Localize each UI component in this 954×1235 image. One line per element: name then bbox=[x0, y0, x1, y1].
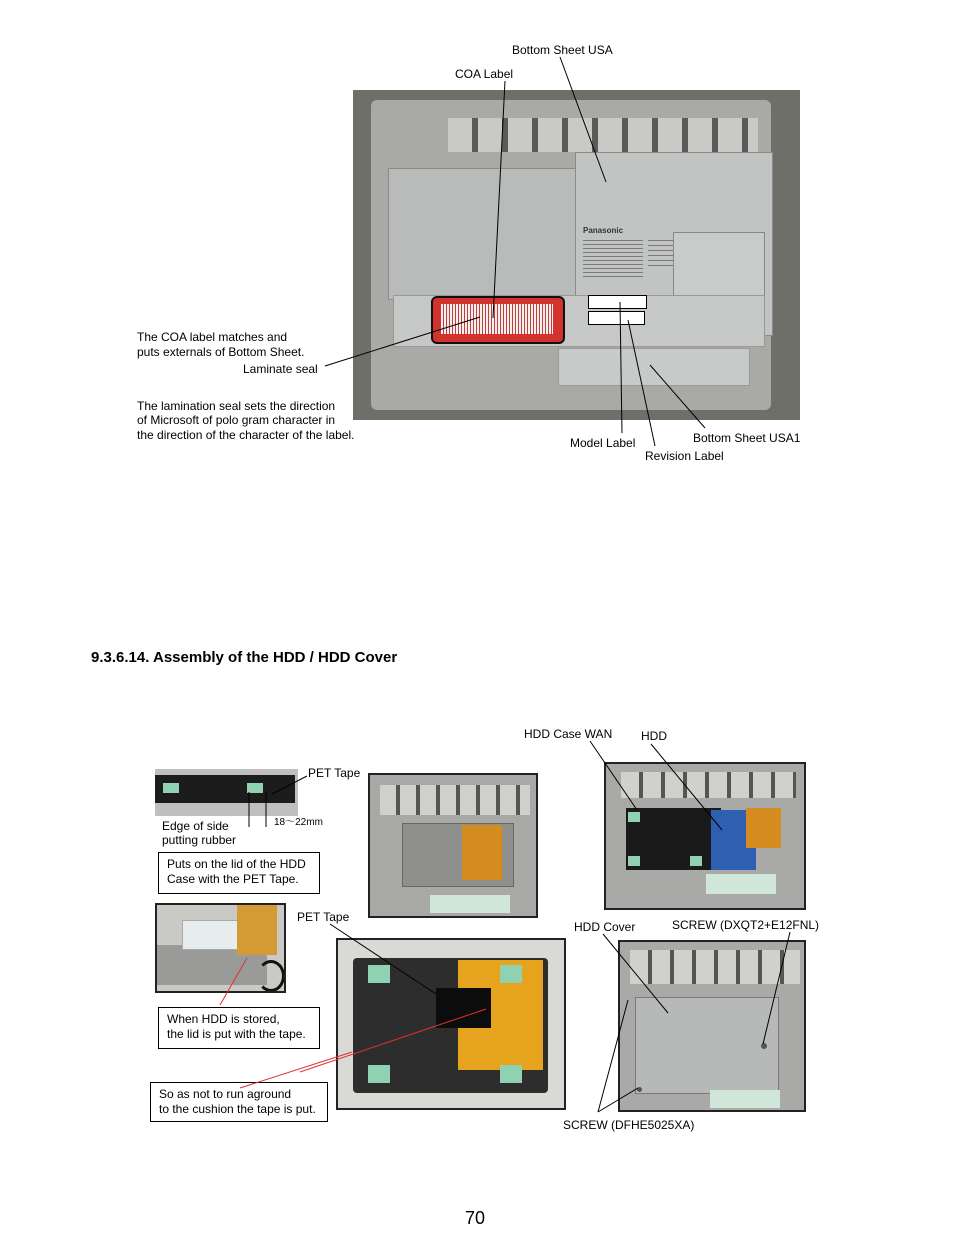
lid-note-box bbox=[158, 852, 320, 894]
lamination-note-line3: the direction of the character of the label. bbox=[137, 428, 355, 442]
aground-line2: to the cushion the tape is put. bbox=[159, 1102, 316, 1116]
laminate-seal-label: Laminate seal bbox=[243, 362, 318, 376]
stored-note-box bbox=[158, 1007, 320, 1049]
bottom-sheet-usa1 bbox=[558, 348, 750, 386]
hdd-label: HDD bbox=[641, 729, 667, 743]
bottom-sheet-usa1-label: Bottom Sheet USA1 bbox=[693, 431, 801, 445]
vent-row bbox=[448, 118, 758, 152]
lid-note-line1: Puts on the lid of the HDD bbox=[167, 857, 306, 871]
section-heading: 9.3.6.14. Assembly of the HDD / HDD Cover bbox=[91, 649, 398, 666]
model-label-text: Model Label bbox=[570, 436, 636, 450]
hdd-installed-photo bbox=[604, 762, 806, 910]
bottom-sheet-left bbox=[388, 168, 578, 300]
hdd-cover-photo bbox=[618, 940, 806, 1112]
aground-line1: So as not to run aground bbox=[159, 1087, 292, 1101]
revision-label-text: Revision Label bbox=[645, 449, 724, 463]
bottom-sheet-photo bbox=[353, 90, 800, 420]
edge-line2: putting rubber bbox=[162, 833, 237, 847]
lamination-note-line1: The lamination seal sets the direction bbox=[137, 399, 336, 413]
screw-dxqt2-label: SCREW (DXQT2+E12FNL) bbox=[672, 918, 820, 932]
hdd-cover-label: HDD Cover bbox=[574, 920, 636, 934]
pet-tape-label-2: PET Tape bbox=[297, 910, 350, 924]
stored-line1: When HDD is stored, bbox=[167, 1012, 280, 1026]
lamination-note-line2: of Microsoft of polo gram character in bbox=[137, 413, 336, 427]
model-label-box bbox=[588, 295, 647, 309]
pet-tape-label-1: PET Tape bbox=[308, 766, 361, 780]
edge-line1: Edge of side bbox=[162, 819, 229, 833]
hdd-case-wan-label: HDD Case WAN bbox=[524, 727, 613, 741]
coa-label bbox=[431, 296, 565, 344]
dimension-label: 18～22mm bbox=[274, 817, 323, 828]
coa-note-line2: puts externals of Bottom Sheet. bbox=[137, 345, 305, 359]
text-block bbox=[583, 240, 643, 280]
coa-label-text: COA Label bbox=[455, 67, 514, 81]
coa-note-line1: The COA label matches and bbox=[137, 330, 288, 344]
page-number: 70 bbox=[465, 1208, 486, 1228]
screw-dfhe-label: SCREW (DFHE5025XA) bbox=[563, 1118, 695, 1132]
hdd-edge-photo bbox=[155, 769, 298, 816]
hdd-bay-photo bbox=[368, 773, 538, 918]
bottom-sheet-usa-label: Bottom Sheet USA bbox=[512, 43, 613, 57]
tape-corner-photo bbox=[155, 903, 286, 993]
stored-line2: the lid is put with the tape. bbox=[167, 1027, 306, 1041]
aground-note-box bbox=[150, 1082, 328, 1122]
revision-label-box bbox=[588, 311, 645, 325]
panasonic-logo: Panasonic bbox=[583, 226, 624, 235]
lid-note-line2: Case with the PET Tape. bbox=[167, 872, 299, 886]
hdd-case-tape-photo bbox=[336, 938, 566, 1110]
